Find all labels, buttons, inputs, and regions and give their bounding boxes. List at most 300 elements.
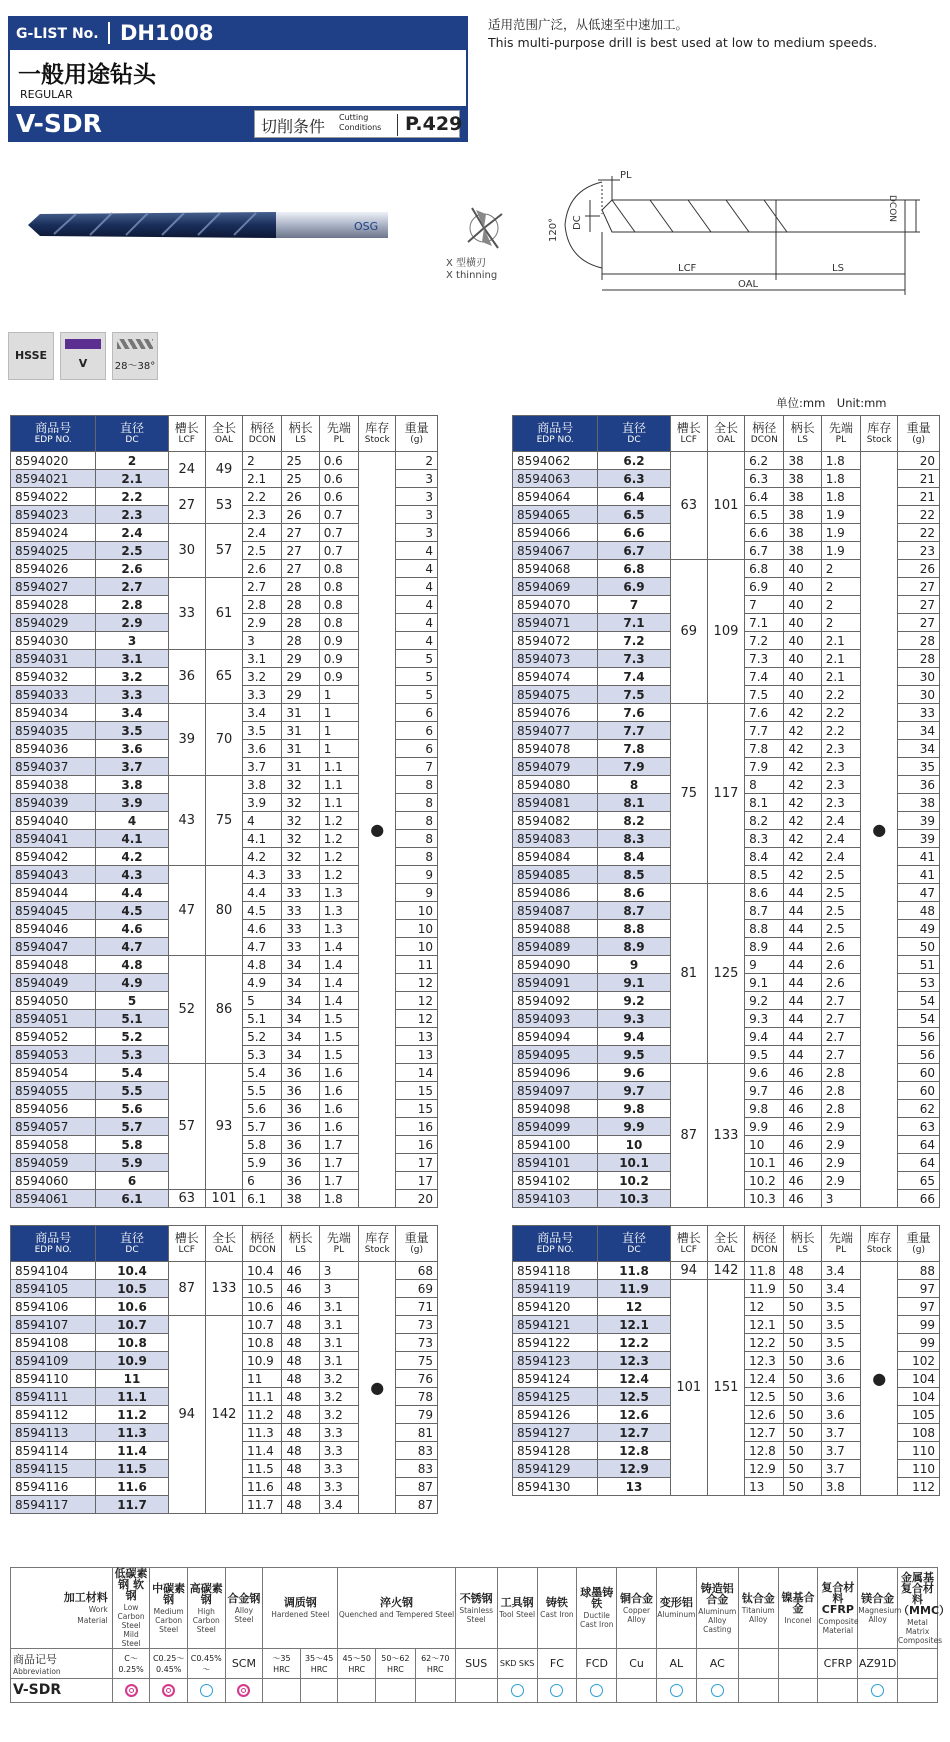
edp-no: 8594048	[11, 956, 96, 974]
dc-value: 8.8	[598, 920, 670, 938]
dcon-value: 2.7	[243, 578, 282, 596]
edp-no: 8594121	[513, 1316, 598, 1334]
pl-value: 2.9	[821, 1172, 860, 1190]
edp-no: 8594050	[11, 992, 96, 1010]
weight-value: 87	[396, 1478, 438, 1496]
weight-value: 10	[396, 938, 438, 956]
header-wt	[396, 1226, 438, 1262]
edp-no: 8594041	[11, 830, 96, 848]
header-dc	[598, 416, 670, 452]
corner-cn: 加工材料	[63, 1590, 108, 1604]
header-edp-en: EDP NO.	[34, 434, 72, 445]
ls-value: 46	[784, 1190, 821, 1208]
oal-value: 86	[205, 956, 242, 1064]
dc-value: 2.4	[96, 524, 168, 542]
weight-value: 81	[396, 1424, 438, 1442]
weight-value: 60	[898, 1082, 940, 1100]
oal-value: 125	[707, 884, 744, 1064]
ls-value: 42	[784, 740, 821, 758]
pl-value: 2.5	[821, 866, 860, 884]
oal-value: 61	[205, 578, 242, 650]
dc-value: 7.3	[598, 650, 670, 668]
dcon-value: 4.1	[243, 830, 282, 848]
header-lcf-cn: 槽长	[174, 1230, 199, 1245]
hardened-cn: 调质钢	[283, 1596, 317, 1609]
coating-v-badge	[60, 332, 106, 380]
pl-value: 3.2	[319, 1388, 358, 1406]
ls-value: 50	[784, 1460, 821, 1478]
dc-value: 7.7	[598, 722, 670, 740]
lcf-value: 47	[168, 866, 205, 956]
weight-value: 26	[898, 560, 940, 578]
header-stock	[359, 1226, 396, 1262]
material-en: High Carbon Steel	[192, 1606, 220, 1634]
weight-value: 49	[898, 920, 940, 938]
pl-value: 2.4	[821, 812, 860, 830]
edp-no: 8594106	[11, 1298, 96, 1316]
weight-value: 13	[396, 1028, 438, 1046]
pl-value: 0.9	[319, 668, 358, 686]
weight-value: 15	[396, 1082, 438, 1100]
thinning-cn: X 型横刃	[446, 258, 487, 269]
header-dcon-en: DCON	[750, 1244, 778, 1255]
lcf-value: 101	[670, 1280, 707, 1496]
dc-value: 2.6	[96, 560, 168, 578]
pl-value: 3.3	[319, 1442, 358, 1460]
pl-value: 2.7	[821, 1010, 860, 1028]
ls-value: 36	[282, 1154, 319, 1172]
suitability-col-11	[537, 1679, 577, 1703]
dim-lcf: LCF	[678, 263, 697, 274]
dcon-value: 3.2	[243, 668, 282, 686]
ls-value: 46	[784, 1172, 821, 1190]
dc-value: 10.8	[96, 1334, 168, 1352]
lcf-value: 94	[670, 1262, 707, 1280]
ls-value: 40	[784, 650, 821, 668]
weight-value: 3	[396, 488, 438, 506]
dc-value: 10.9	[96, 1352, 168, 1370]
pl-value: 3.4	[821, 1262, 860, 1280]
dc-value: 3.5	[96, 722, 168, 740]
ls-value: 38	[784, 506, 821, 524]
dc-value: 10	[598, 1136, 670, 1154]
header-stock-en: Stock	[364, 434, 390, 445]
ls-value: 26	[282, 488, 319, 506]
header-oal-en: OAL	[214, 434, 234, 445]
dcon-value: 3.8	[243, 776, 282, 794]
header-dcon-cn: 柄径	[752, 420, 777, 435]
pl-value: 2.8	[821, 1100, 860, 1118]
material-en: Cast Iron	[540, 1610, 574, 1619]
pl-value: 2.2	[821, 722, 860, 740]
weight-value: 10	[396, 920, 438, 938]
weight-value: 73	[396, 1334, 438, 1352]
pl-value: 3.7	[821, 1442, 860, 1460]
abbr-col-12: FCD	[577, 1649, 617, 1679]
header-stock-cn: 库存	[867, 420, 892, 435]
dcon-value: 10.6	[243, 1298, 282, 1316]
abbr-col-17	[778, 1649, 818, 1679]
wm-header-row	[11, 1568, 938, 1649]
dc-value: 6.8	[598, 560, 670, 578]
pl-value: 1.9	[821, 542, 860, 560]
dcon-value: 3.6	[243, 740, 282, 758]
pl-value: 1.1	[319, 758, 358, 776]
dcon-value: 2.6	[243, 560, 282, 578]
pl-value: 0.8	[319, 614, 358, 632]
ls-value: 31	[282, 740, 319, 758]
pl-value: 3	[821, 1190, 860, 1208]
header-stock	[861, 1226, 898, 1262]
pl-value: 2.4	[821, 848, 860, 866]
dcon-value: 7.9	[745, 758, 784, 776]
hsse-text: HSSE	[14, 349, 48, 362]
dcon-value: 8.8	[745, 920, 784, 938]
dcon-value: 3.3	[243, 686, 282, 704]
weight-value: 68	[396, 1262, 438, 1280]
dcon-value: 5.4	[243, 1064, 282, 1082]
dcon-value: 3.4	[243, 704, 282, 722]
material-col-9	[455, 1568, 497, 1649]
header-dcon-en: DCON	[248, 434, 276, 445]
edp-no: 8594036	[11, 740, 96, 758]
dcon-value: 2.9	[243, 614, 282, 632]
ls-value: 50	[784, 1370, 821, 1388]
dc-value: 5	[96, 992, 168, 1010]
ls-value: 31	[282, 704, 319, 722]
stock-mark: ●	[359, 1262, 396, 1514]
pl-value: 1.3	[319, 902, 358, 920]
edp-no: 8594110	[11, 1370, 96, 1388]
edp-no: 8594117	[11, 1496, 96, 1514]
ls-value: 50	[784, 1388, 821, 1406]
suitability-col-1	[150, 1679, 188, 1703]
suitability-col-7	[376, 1679, 416, 1703]
weight-value: 11	[396, 956, 438, 974]
work-material-table	[10, 1567, 950, 1703]
oal-value: 65	[205, 650, 242, 704]
pl-value: 2.4	[821, 830, 860, 848]
dc-value: 6.3	[598, 470, 670, 488]
ls-value: 32	[282, 848, 319, 866]
edp-no: 8594030	[11, 632, 96, 650]
good-rating-icon	[200, 1684, 213, 1697]
ls-value: 44	[784, 1010, 821, 1028]
ls-value: 42	[784, 704, 821, 722]
dc-value: 7.9	[598, 758, 670, 776]
dcon-value: 4	[243, 812, 282, 830]
material-cn: 低碳素钢 软钢	[114, 1567, 148, 1602]
weight-value: 71	[396, 1298, 438, 1316]
header-dc	[96, 416, 168, 452]
header-wt-en: (g)	[410, 434, 424, 445]
coating-v-text: V	[78, 357, 88, 370]
ls-value: 44	[784, 938, 821, 956]
dcon-value: 5.8	[243, 1136, 282, 1154]
header-dc-cn: 直径	[120, 420, 145, 435]
cutting-conditions-link[interactable]	[254, 110, 463, 138]
dc-value: 2.3	[96, 506, 168, 524]
dc-value: 5.4	[96, 1064, 168, 1082]
edp-no: 8594046	[11, 920, 96, 938]
dc-value: 6	[96, 1172, 168, 1190]
material-col-13	[617, 1568, 657, 1649]
edp-no: 8594071	[513, 614, 598, 632]
ls-value: 29	[282, 686, 319, 704]
weight-value: 53	[898, 974, 940, 992]
dcon-value: 2.2	[243, 488, 282, 506]
weight-value: 83	[396, 1442, 438, 1460]
dcon-value: 12.4	[745, 1370, 784, 1388]
dc-value: 8.3	[598, 830, 670, 848]
header-lcf-cn: 槽长	[174, 420, 199, 435]
dcon-value: 4.3	[243, 866, 282, 884]
pl-value: 3.6	[821, 1370, 860, 1388]
ls-value: 44	[784, 992, 821, 1010]
dc-value: 7.1	[598, 614, 670, 632]
header-dc-en: DC	[125, 434, 139, 445]
excellent-rating-icon	[237, 1684, 250, 1697]
dc-value: 4.2	[96, 848, 168, 866]
dcon-value: 12.6	[745, 1406, 784, 1424]
edp-no: 8594102	[513, 1172, 598, 1190]
oal-value: 101	[707, 452, 744, 560]
pl-value: 1.4	[319, 938, 358, 956]
dcon-value: 6.4	[745, 488, 784, 506]
header-dc-cn: 直径	[120, 1230, 145, 1245]
header-stock-cn: 库存	[365, 1230, 390, 1245]
dc-value: 9.1	[598, 974, 670, 992]
weight-value: 8	[396, 830, 438, 848]
material-hsse-badge	[8, 332, 54, 380]
abbr-col-10: SKD SKS	[497, 1649, 537, 1679]
pl-value: 2	[821, 596, 860, 614]
edp-no: 8594057	[11, 1118, 96, 1136]
weight-value: 105	[898, 1406, 940, 1424]
pl-value: 3.4	[821, 1280, 860, 1298]
weight-value: 88	[898, 1262, 940, 1280]
abbr-col-5: 35～45 HRC	[300, 1649, 338, 1679]
material-en: Inconel	[784, 1615, 812, 1625]
dc-value: 5.2	[96, 1028, 168, 1046]
dc-value: 4.9	[96, 974, 168, 992]
edp-no: 8594114	[11, 1442, 96, 1460]
edp-no: 8594072	[513, 632, 598, 650]
thinning-en: X thinning	[446, 270, 498, 281]
pl-value: 2.9	[821, 1136, 860, 1154]
weight-value: 54	[898, 992, 940, 1010]
ls-value: 38	[784, 488, 821, 506]
abbreviation-label	[11, 1649, 113, 1679]
pl-value: 1.2	[319, 830, 358, 848]
abbr-col-8: 62～70 HRC	[415, 1649, 455, 1679]
dc-value: 6.2	[598, 452, 670, 470]
weight-value: 104	[898, 1388, 940, 1406]
header-ls-en: LS	[797, 434, 808, 445]
dcon-value: 10.4	[243, 1262, 282, 1280]
edp-no: 8594100	[513, 1136, 598, 1154]
dc-value: 9	[598, 956, 670, 974]
pl-value: 1.8	[821, 470, 860, 488]
material-cn: 铸造铝合金	[700, 1581, 734, 1606]
pl-value: 1	[319, 686, 358, 704]
ls-value: 40	[784, 668, 821, 686]
header-wt	[898, 416, 940, 452]
weight-value: 9	[396, 884, 438, 902]
pl-value: 1.6	[319, 1064, 358, 1082]
dc-value: 5.3	[96, 1046, 168, 1064]
material-cn: 镁合金	[861, 1591, 895, 1605]
edp-no: 8594076	[513, 704, 598, 722]
ls-value: 42	[784, 848, 821, 866]
dc-value: 9.6	[598, 1064, 670, 1082]
header-wt-cn: 重量	[906, 1230, 931, 1245]
header-dcon-en: DCON	[248, 1244, 276, 1255]
ls-value: 42	[784, 866, 821, 884]
weight-value: 3	[396, 524, 438, 542]
dcon-value: 6.6	[745, 524, 784, 542]
glist-separator	[108, 22, 110, 44]
dc-value: 12.2	[598, 1334, 670, 1352]
quenched-steel-header	[338, 1568, 455, 1649]
edp-no: 8594085	[513, 866, 598, 884]
intro-en: This multi-purpose drill is best used at low to medium speeds.	[488, 35, 878, 50]
edp-no: 8594119	[513, 1280, 598, 1298]
stock-mark: ●	[359, 452, 396, 1208]
header-edp-cn: 商品号	[35, 420, 72, 435]
header-dcon-cn: 柄径	[250, 420, 275, 435]
dc-value: 4.5	[96, 902, 168, 920]
ls-value: 33	[282, 884, 319, 902]
material-col-19	[858, 1568, 902, 1649]
weight-value: 54	[898, 1010, 940, 1028]
edp-no: 8594035	[11, 722, 96, 740]
ls-value: 26	[282, 506, 319, 524]
dc-value: 5.8	[96, 1136, 168, 1154]
header-lcf	[168, 416, 205, 452]
ls-value: 48	[282, 1370, 319, 1388]
ls-value: 46	[784, 1082, 821, 1100]
pl-value: 3	[319, 1280, 358, 1298]
material-col-17	[778, 1568, 818, 1649]
suitability-col-19	[858, 1679, 898, 1703]
header-oal-en: OAL	[716, 1244, 736, 1255]
ls-value: 34	[282, 992, 319, 1010]
header-wt-en: (g)	[410, 1244, 424, 1255]
ls-value: 50	[784, 1280, 821, 1298]
header-lcf-en: LCF	[178, 1244, 195, 1255]
dc-value: 2.5	[96, 542, 168, 560]
pl-value: 1.7	[319, 1172, 358, 1190]
weight-value: 21	[898, 488, 940, 506]
dcon-value: 7.8	[745, 740, 784, 758]
suitability-col-5	[300, 1679, 338, 1703]
suitability-col-8	[415, 1679, 455, 1703]
edp-no: 8594103	[513, 1190, 598, 1208]
material-en: Titanium Alloy	[741, 1605, 775, 1624]
edp-no: 8594129	[513, 1460, 598, 1478]
header-ls-cn: 柄长	[790, 420, 815, 435]
dcon-value: 5.6	[243, 1100, 282, 1118]
edp-no: 8594038	[11, 776, 96, 794]
pl-value: 3.2	[319, 1370, 358, 1388]
oal-value: 109	[707, 560, 744, 704]
pl-value: 0.9	[319, 650, 358, 668]
header-ls-cn: 柄长	[790, 1230, 815, 1245]
edp-no: 8594064	[513, 488, 598, 506]
edp-no: 8594070	[513, 596, 598, 614]
cond-en1: Cutting	[339, 113, 369, 122]
edp-no: 8594028	[11, 596, 96, 614]
oal-value: 142	[707, 1262, 744, 1280]
weight-value: 17	[396, 1172, 438, 1190]
ls-value: 34	[282, 1028, 319, 1046]
header-oal-en: OAL	[716, 434, 736, 445]
weight-value: 63	[898, 1118, 940, 1136]
material-en: Tool Steel	[499, 1610, 536, 1619]
dcon-value: 11.3	[243, 1424, 282, 1442]
pl-value: 2.3	[821, 758, 860, 776]
ls-value: 46	[784, 1064, 821, 1082]
pl-value: 2.7	[821, 992, 860, 1010]
glist-label: G-LIST No.	[16, 26, 99, 42]
pl-value: 2.7	[821, 1046, 860, 1064]
ls-value: 34	[282, 974, 319, 992]
helix-angle-text: 28～38°	[114, 361, 156, 372]
header-ls-en: LS	[295, 1244, 306, 1255]
edp-no: 8594107	[11, 1316, 96, 1334]
header-dcon	[745, 1226, 784, 1262]
ls-value: 29	[282, 650, 319, 668]
dc-value: 6.7	[598, 542, 670, 560]
header-dcon	[243, 416, 282, 452]
header-pl-en: PL	[835, 434, 847, 445]
quenched-en: Quenched and Tempered Steel	[338, 1610, 455, 1619]
edp-no: 8594089	[513, 938, 598, 956]
weight-value: 56	[898, 1028, 940, 1046]
dc-value: 12.8	[598, 1442, 670, 1460]
edp-no: 8594081	[513, 794, 598, 812]
edp-no: 8594122	[513, 1334, 598, 1352]
header-edp	[11, 1226, 96, 1262]
header-dc-en: DC	[125, 1244, 139, 1255]
edp-no: 8594027	[11, 578, 96, 596]
header-ls	[282, 416, 319, 452]
weight-value: 12	[396, 992, 438, 1010]
weight-value: 73	[396, 1316, 438, 1334]
dc-value: 11	[96, 1370, 168, 1388]
ls-value: 44	[784, 902, 821, 920]
dc-value: 4.3	[96, 866, 168, 884]
dc-value: 7.6	[598, 704, 670, 722]
weight-value: 34	[898, 722, 940, 740]
material-col-20	[898, 1568, 950, 1649]
pl-value: 2.7	[821, 1028, 860, 1046]
pl-value: 1.5	[319, 1010, 358, 1028]
weight-value: 20	[898, 452, 940, 470]
header-edp-en: EDP NO.	[536, 1244, 574, 1255]
pl-value: 2.6	[821, 956, 860, 974]
dc-value: 12.6	[598, 1406, 670, 1424]
table-row	[11, 1262, 438, 1280]
pl-value: 0.6	[319, 452, 358, 470]
cond-en2: Conditions	[339, 123, 382, 132]
dcon-value: 9.9	[745, 1118, 784, 1136]
weight-value: 99	[898, 1334, 940, 1352]
header-stock-en: Stock	[866, 434, 892, 445]
ls-value: 33	[282, 866, 319, 884]
weight-value: 27	[898, 596, 940, 614]
